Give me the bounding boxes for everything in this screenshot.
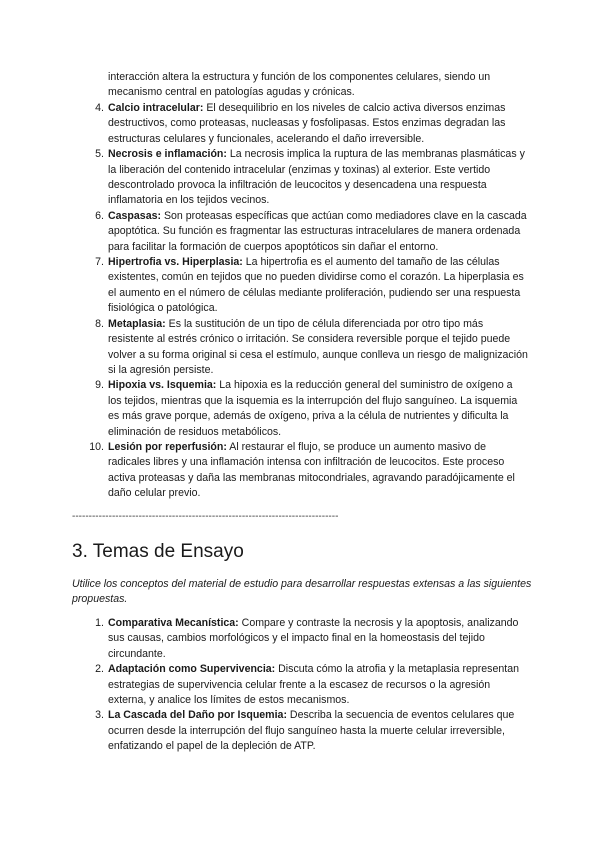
item-text: Describa la secuencia de eventos celulares que ocurren desde la interrupción del flujo sanguíneo hasta la muerte celular irreversible, enfatizando el papel de la depleción de ATP. — [108, 709, 515, 753]
item-term: Comparativa Mecanística: — [108, 617, 239, 629]
list-item — [0, 255, 528, 317]
item-number: 9. — [95, 379, 104, 392]
section-heading: 3. Temas de Ensayo — [72, 541, 244, 562]
item-text: Al restaurar el flujo, se produce un aumento masivo de radicales libres y una inflamación intensa con infiltración de leucocitos. Este proceso activa proteasas y daña las membranas mitocondriales, agravando paradójicamente el daño celular previo. — [108, 440, 515, 500]
item-number: 5. — [95, 148, 104, 161]
glossary-list — [0, 101, 600, 502]
item-term: Hipoxia vs. Isquemia: — [108, 379, 217, 392]
item-term: Necrosis e inflamación: — [108, 148, 227, 161]
item-text: La hipoxia es la reducción general del suministro de oxígeno a los tejidos, mientras que la isquemia es la interrupción del flujo sanguíneo. La isquemia es más grave porque, además de oxígeno, priva a la célula de nutrientes y dificulta la eliminación de residuos metabólicos. — [108, 379, 518, 438]
item-term: Caspasas: — [108, 209, 161, 222]
item-text: La hipertrofia es el aumento del tamaño de las células existentes, común en tejidos que no pueden dividirse como el corazón. La hiperplasia es el aumento en el número de células mediante proliferación, pudiendo ser una respuesta fisiológica o patológica. — [108, 256, 524, 315]
item-term: Adaptación como Supervivencia: — [108, 663, 276, 676]
item-term: La Cascada del Daño por Isquemia: — [108, 709, 287, 722]
list-item — [0, 378, 528, 440]
essay-list — [0, 616, 600, 755]
item-text: Es la sustitución de un tipo de célula diferenciada por otro tipo más resistente al estrés crónico o irritación. Se considera reversible porque el tejido puede volver a su forma original si cesa el estímulo, aunque conlleva un riesgo de malignización si la agresión persiste. — [108, 317, 528, 376]
item-number: 7. — [95, 256, 104, 269]
list-item — [0, 708, 528, 754]
list-item — [0, 440, 528, 502]
item-number: 1. — [95, 617, 104, 629]
item-term: Metaplasia: — [108, 317, 166, 330]
item-text: El desequilibrio en los niveles de calcio activa diversos enzimas destructivos, como proteasas, nucleasas y fosfolipasas. Estos enzimas degradan las estructuras celulares y funcionales, acelerando el daño irreversible. — [108, 102, 506, 145]
item-term: Calcio intracelular: — [108, 102, 204, 114]
section-intro: Utilice los conceptos del material de estudio para desarrollar respuestas extensas a las siguientes propuestas. — [72, 578, 532, 606]
list-item — [0, 147, 528, 209]
list-item — [0, 209, 528, 255]
section-divider: -------------------------------------------------------------------------------- — [72, 511, 339, 522]
item-text: Discuta cómo la atrofia y la metaplasia representan estrategias de supervivencia celular frente a la escasez de recursos o la agresión externa, y analice los límites de estos mecanismos. — [108, 663, 519, 707]
item-text: La necrosis implica la ruptura de las membranas plasmáticas y la liberación del contenido intracelular (enzimas y toxinas) al exterior. Este vertido descontrolado provoca la infiltración de leucocitos y desencadena una respuesta inflamatoria en los tejidos vecinos. — [108, 148, 525, 207]
item-text: Son proteasas específicas que actúan como mediadores clave en la cascada apoptótica. Su función es fragmentar las estructuras intracelulares de manera ordenada para facilitar la formación de cuerpos apoptóticos sin dañar el entorno. — [108, 209, 527, 253]
item-term: Hipertrofia vs. Hiperplasia: — [108, 256, 243, 269]
item-number: 6. — [95, 209, 104, 222]
item-text: Compare y contraste la necrosis y la apoptosis, analizando sus causas, cambios morfológicos y el impacto final en la homeostasis del tejido circundante. — [108, 617, 519, 660]
item-number: 2. — [95, 663, 104, 676]
list-item — [0, 317, 528, 379]
item-number: 10. — [89, 440, 104, 453]
list-item — [0, 101, 528, 147]
item-number: 8. — [95, 317, 104, 330]
item-number: 3. — [95, 709, 104, 722]
item-number: 4. — [95, 102, 104, 114]
continuation-paragraph: interacción altera la estructura y función de los componentes celulares, siendo un mecanismo central en patologías agudas y crónicas. — [108, 71, 491, 99]
item-term: Lesión por reperfusión: — [108, 440, 227, 453]
list-item — [0, 616, 528, 662]
list-item — [0, 662, 528, 708]
